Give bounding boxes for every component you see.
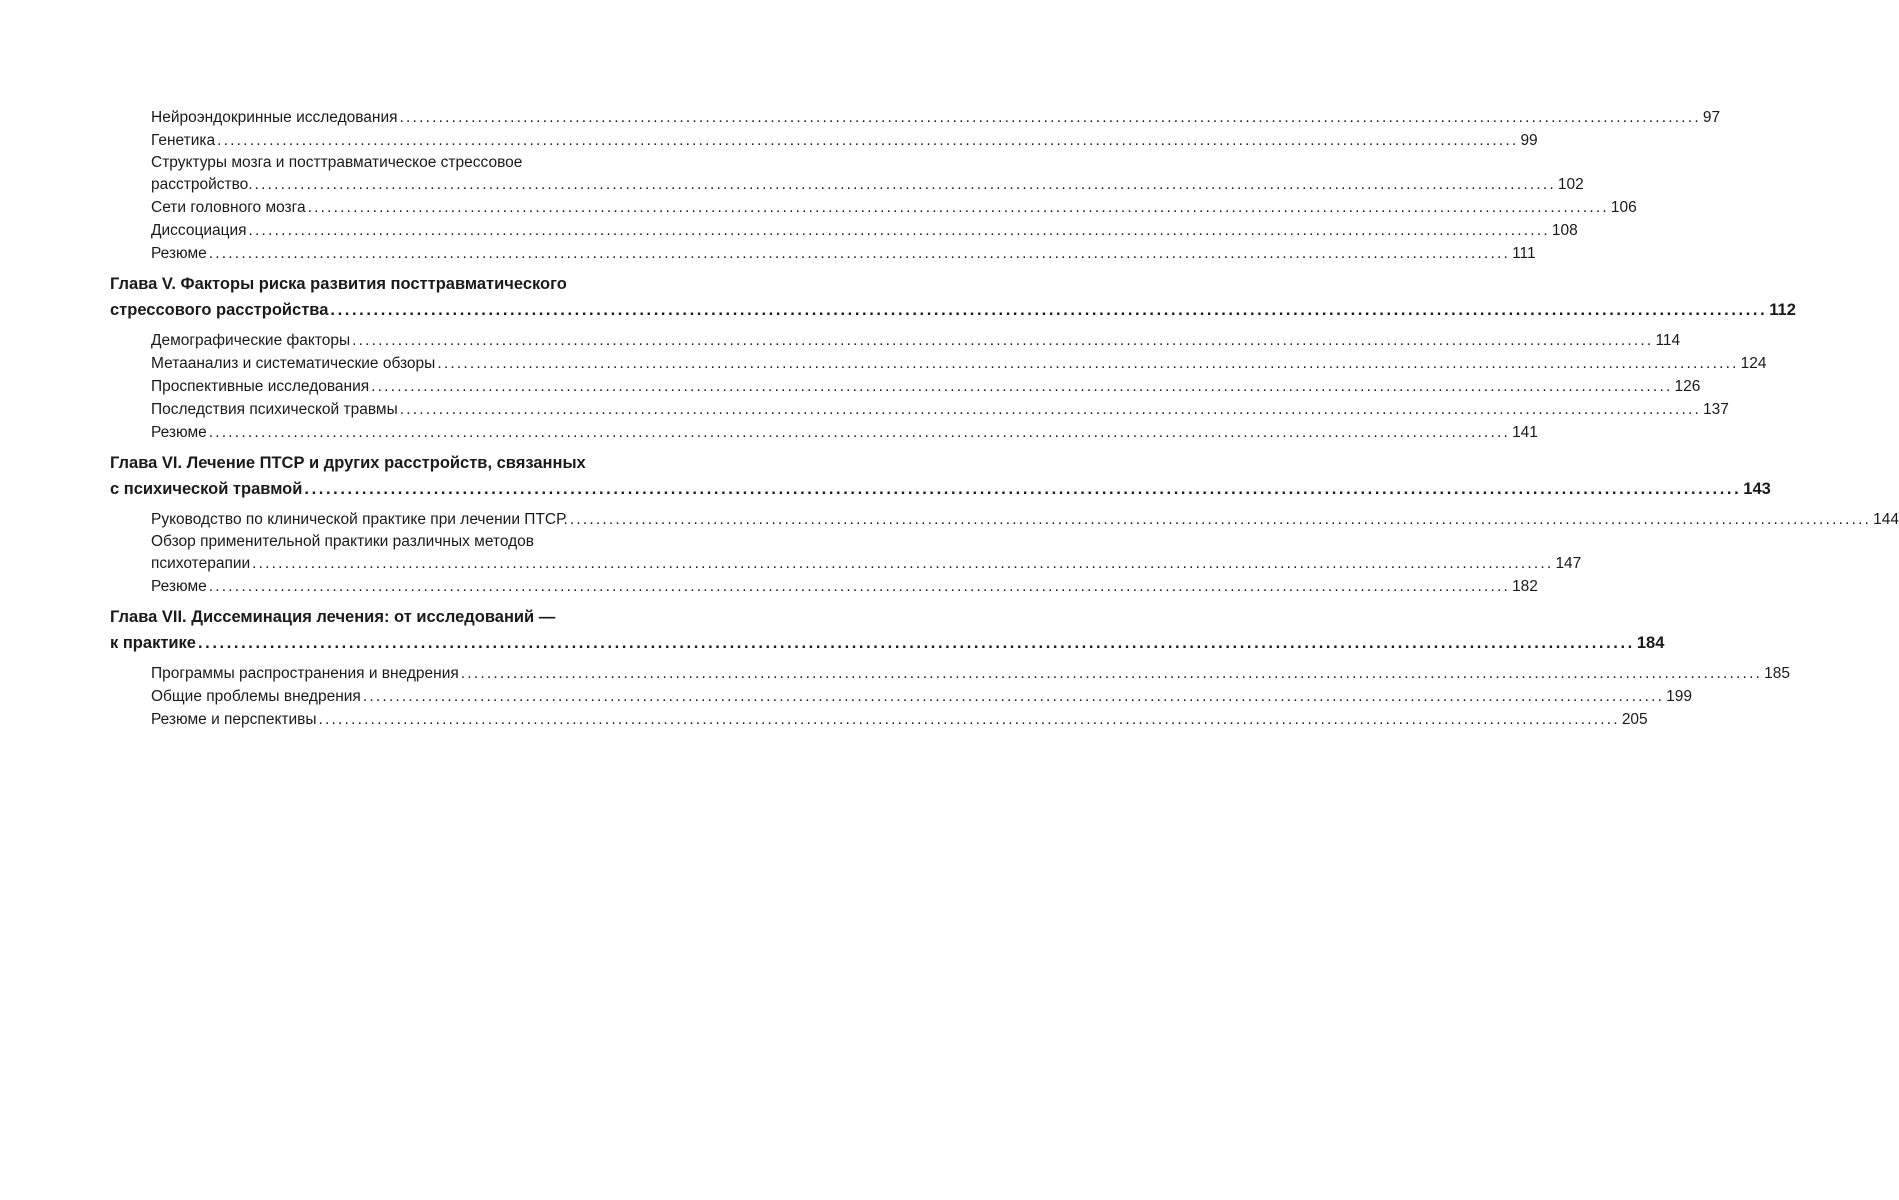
table-of-contents — [110, 106, 1899, 731]
toc-entry — [110, 421, 1538, 444]
toc-entry — [110, 685, 1692, 708]
toc-leader-dots: ........................................................................................................................................................................................................ — [318, 711, 1620, 728]
toc-entry-title: Генетика — [151, 132, 216, 149]
toc-leader-dots: ........................................................................................................................................................................................................ — [399, 401, 1701, 418]
toc-leader-dots: ........................................................................................................................................................................................................ — [307, 199, 1609, 216]
toc-entry-title: психотерапии — [151, 555, 251, 572]
toc-entry-page: 141 — [1512, 424, 1538, 441]
toc-entry — [110, 375, 1701, 398]
toc-leader-dots: ........................................................................................................................................................................................................ — [197, 634, 1635, 652]
toc-entry — [110, 352, 1767, 375]
toc-entry-page: 144 — [1873, 511, 1899, 528]
toc-entry-title: Нейроэндокринные исследования — [151, 109, 398, 126]
toc-entry-title: Общие проблемы внедрения — [151, 688, 361, 705]
toc-leader-dots: ........................................................................................................................................................................................................ — [569, 511, 1872, 528]
toc-entry-page: 182 — [1512, 578, 1538, 595]
toc-entry-page: 185 — [1764, 665, 1790, 682]
toc-entry-page: 108 — [1551, 222, 1578, 239]
toc-entry-title: Диссоциация — [151, 222, 247, 239]
toc-entry-title: Резюме и перспективы — [151, 711, 317, 728]
toc-group-previous — [110, 106, 1721, 265]
toc-entry — [110, 219, 1578, 242]
chapter-title-line2: стрессового расстройства — [110, 301, 329, 319]
toc-leader-dots: ........................................................................................................................................................................................................ — [330, 301, 1768, 319]
toc-leader-dots: ........................................................................................................................................................................................................ — [217, 132, 1519, 149]
toc-leader-dots: ........................................................................................................................................................................................................ — [362, 688, 1665, 705]
toc-entry — [110, 129, 1538, 152]
chapter-title-line1: Глава V. Факторы риска развития посттравматического — [110, 275, 567, 293]
toc-entry-title: Демографические факторы — [151, 332, 351, 349]
chapter-page: 143 — [1743, 480, 1771, 498]
toc-entry — [110, 508, 1899, 531]
toc-leader-dots: ........................................................................................................................................................................................................ — [208, 424, 1511, 441]
toc-entry-title: Резюме — [151, 578, 207, 595]
toc-entry-page: 102 — [1557, 176, 1584, 193]
toc-entry-title: Резюме — [151, 245, 207, 262]
chapter-title-entry — [110, 476, 1771, 502]
toc-entry-title: Программы распространения и внедрения — [151, 665, 459, 682]
toc-entry-title: Руководство по клинической практике при лечении ПТСР. — [151, 511, 568, 528]
toc-entry-page: 126 — [1674, 378, 1701, 395]
toc-leader-dots: ........................................................................................................................................................................................................ — [352, 332, 1654, 349]
toc-entry — [110, 106, 1721, 129]
chapter-title-line1: Глава VII. Диссеминация лечения: от исследований — — [110, 608, 556, 626]
toc-entry-title: Последствия психической травмы — [151, 401, 398, 418]
toc-leader-dots: ........................................................................................................................................................................................................ — [208, 578, 1511, 595]
chapter-title-line1: Глава VI. Лечение ПТСР и других расстройств, связанных — [110, 454, 586, 472]
toc-leader-dots: ........................................................................................................................................................................................................ — [252, 555, 1554, 572]
chapter-title-entry — [110, 297, 1796, 323]
toc-entry — [110, 242, 1536, 265]
toc-entry-title-line1: Структуры мозга и посттравматическое стрессовое — [151, 154, 523, 171]
toc-entry — [110, 575, 1538, 598]
toc-entry-page: 205 — [1621, 711, 1648, 728]
toc-entry-page: 106 — [1610, 199, 1637, 216]
toc-entry-page: 114 — [1655, 332, 1681, 349]
toc-entry-title: Метаанализ и систематические обзоры — [151, 355, 436, 372]
toc-chapter-7 — [110, 604, 1665, 656]
chapter-page: 184 — [1636, 634, 1665, 652]
chapter-title-entry — [110, 630, 1665, 656]
toc-entry — [110, 398, 1729, 421]
toc-entry-title: Сети головного мозга — [151, 199, 306, 216]
toc-entry-title: Резюме — [151, 424, 207, 441]
toc-chapter-6 — [110, 450, 1771, 502]
toc-entry-page: 124 — [1740, 355, 1767, 372]
toc-entry-title: Проспективные исследования — [151, 378, 370, 395]
chapter-title-line2: с психической травмой — [110, 480, 303, 498]
toc-leader-dots: ........................................................................................................................................................................................................ — [304, 480, 1742, 498]
toc-group-chapter-6 — [110, 508, 1899, 598]
toc-group-chapter-5 — [110, 329, 1767, 444]
toc-entry-page: 137 — [1703, 401, 1729, 418]
toc-group-chapter-7 — [110, 662, 1790, 731]
toc-leader-dots: ........................................................................................................................................................................................................ — [460, 665, 1763, 682]
toc-leader-dots: ........................................................................................................................................................................................................ — [437, 355, 1739, 372]
toc-entry-page: 97 — [1702, 109, 1721, 126]
toc-entry — [110, 196, 1637, 219]
toc-entry-title-line1: Обзор применительной практики различных методов — [151, 533, 535, 550]
chapter-page: 112 — [1769, 301, 1796, 319]
toc-leader-dots: ........................................................................................................................................................................................................ — [371, 378, 1673, 395]
toc-leader-dots: ........................................................................................................................................................................................................ — [208, 245, 1511, 262]
chapter-title-line2: к практике — [110, 634, 196, 652]
toc-entry — [110, 662, 1790, 685]
toc-entry-page: 99 — [1520, 132, 1538, 149]
toc-leader-dots: ........................................................................................................................................................................................................ — [254, 176, 1556, 193]
toc-entry — [110, 329, 1681, 352]
toc-entry — [110, 553, 1582, 575]
toc-chapter-5 — [110, 271, 1796, 323]
toc-leader-dots: ........................................................................................................................................................................................................ — [399, 109, 1701, 126]
toc-entry-page: 111 — [1512, 245, 1536, 262]
toc-leader-dots: ........................................................................................................................................................................................................ — [248, 222, 1550, 239]
toc-entry-page: 147 — [1555, 555, 1582, 572]
toc-entry — [110, 174, 1584, 196]
toc-entry-title: расстройство. — [151, 176, 253, 193]
toc-entry — [110, 708, 1648, 731]
toc-entry-page: 199 — [1666, 688, 1692, 705]
